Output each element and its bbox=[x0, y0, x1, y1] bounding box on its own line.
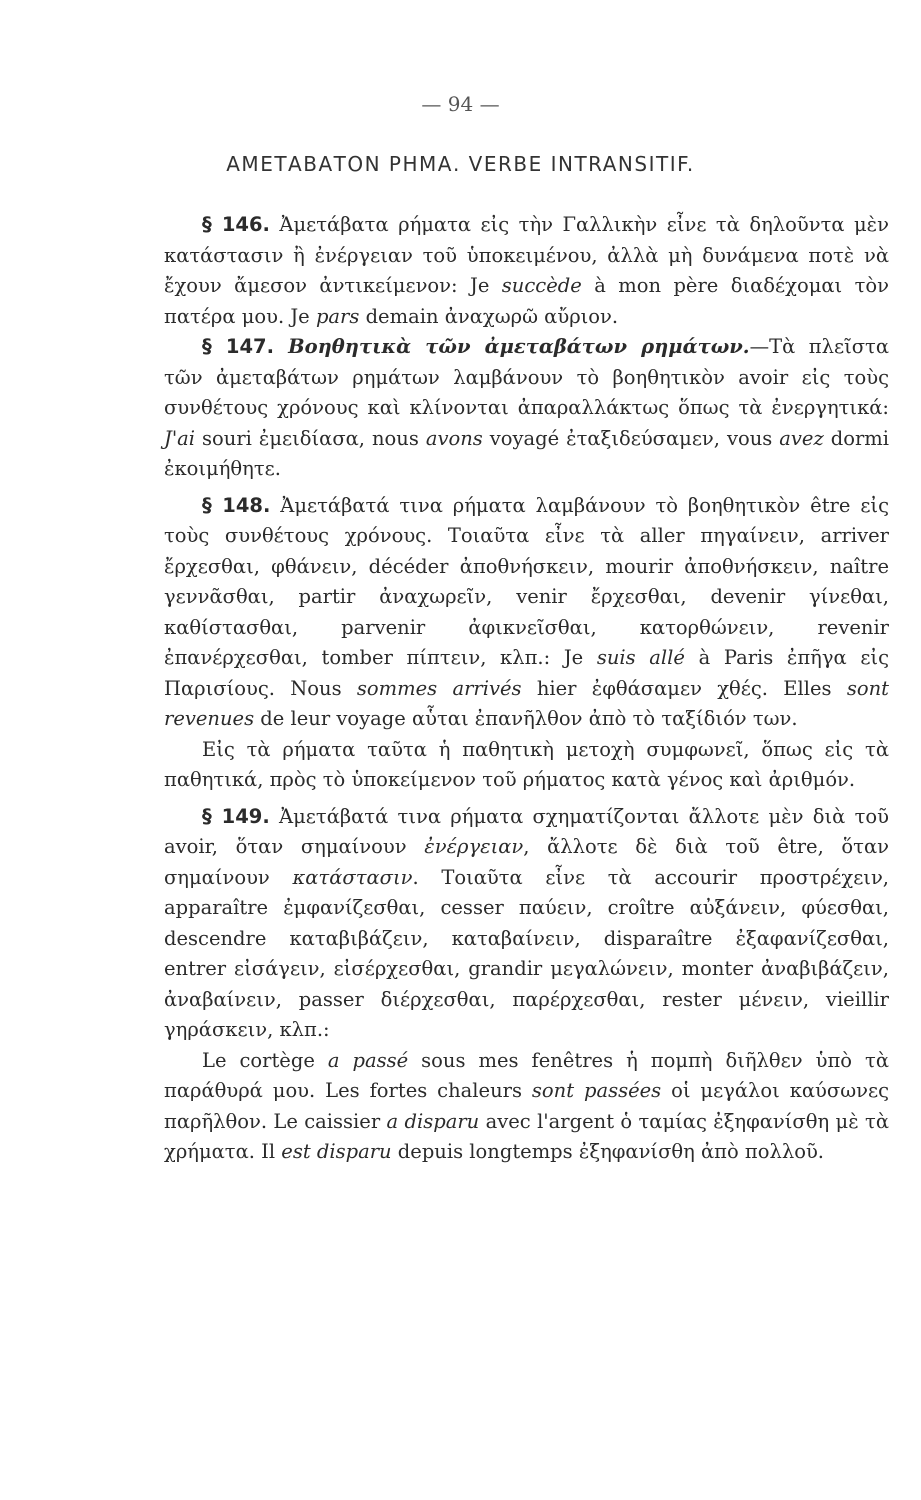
paragraph-146 bbox=[164, 210, 889, 332]
text-149-c: . Τοιαῦτα εἶνε τὰ accourir προστρέχειν, apparaître ἐμφανίζεσθαι, cesser παύειν, croître αὐξάνειν, φύεσθαι, descendre καταβιβάζειν, καταβαίνειν, disparaître ἐξαφανίζεσθαι, entrer εἰσάγειν, εἰσέρχεσθαι, grandir μεγαλώνειν, monter ἀναβιβάζειν, ἀναβαίνειν, passer διέρχεσθαι, παρέρχεσθαι, rester μένειν, vieillir γηράσκειν, κλπ.: bbox=[164, 865, 890, 1041]
page-number: — 94 — bbox=[421, 92, 500, 116]
text-146-b: à mon père διαδέχομαι τὸν πατέρα μου. Je bbox=[164, 274, 889, 328]
paragraph-149 bbox=[164, 802, 889, 1046]
text-146-a: Ἀμετάβατα ρήματα εἰς τὴν Γαλλικὴν εἶνε τὰ δηλοῦντα μὲν κατάστασιν ἢ ἐνέργειαν τοῦ ὑποκειμένου, ἀλλὰ μὴ δυνάμενα ποτὲ νὰ ἔχουν ἄμεσον ἀντικείμενον: Je bbox=[164, 213, 890, 297]
example-148-1: suis allé bbox=[596, 646, 685, 669]
text-148-a: Ἀμετάβατά τινα ρήματα λαμβάνουν τὸ βοηθητικὸν être εἰς τοὺς συνθέτους χρόνους. Τοιαῦτα εἶνε τὰ aller πηγαίνειν, arriver ἔρχεσθαι, φθάνειν, décéder ἀποθνήσκειν, mourir ἀποθνήσκειν, naître γεννᾶσθαι, partir ἀναχωρεῖν, venir ἔρχεσθαι, devenir γίνεθαι, καθίστασθαι, parvenir ἀφικνεῖσθαι, κατορθώνειν, revenir ἐπανέρχεσθαι, tomber πίπτειν, κλπ.: Je bbox=[164, 493, 889, 669]
text-147-c: voyagé ἐταξιδεύσαμεν, vous bbox=[482, 426, 780, 450]
text-148-b: à Paris ἐπῆγα εἰς Παρισίους. Nous bbox=[164, 646, 890, 700]
example-italic-4: est disparu bbox=[281, 1140, 392, 1163]
example-text-2: sous mes fenêtres ἡ πομπὴ διῆλθεν ὑπὸ τὰ παράθυρά μου. Les fortes chaleurs bbox=[164, 1048, 889, 1102]
text-146-c: demain ἀναχωρῶ αὔριον. bbox=[359, 304, 619, 328]
section-marker-146: § 146. bbox=[202, 213, 270, 236]
example-147-2: avons bbox=[425, 426, 483, 450]
example-148-3: sont revenues bbox=[164, 676, 889, 730]
text-149-a: Ἀμετάβατά τινα ρήματα σχηματίζονται ἄλλοτε μὲν διὰ τοῦ avoir, ὅταν σημαίνουν bbox=[164, 804, 889, 858]
example-149-1: ἐνέργειαν bbox=[424, 835, 524, 858]
paragraph-147 bbox=[164, 332, 889, 485]
example-text-1: Le cortège bbox=[202, 1048, 328, 1072]
section-marker-149: § 149. bbox=[202, 804, 270, 828]
example-text-3: οἱ μεγάλοι καύσωνες παρῆλθον. Le caissier bbox=[164, 1079, 889, 1133]
section-marker-148: § 148. bbox=[202, 493, 271, 517]
example-italic-3: a disparu bbox=[386, 1109, 480, 1133]
text-147-d: dormi ἐκοιμήθητε. bbox=[164, 426, 889, 480]
page-body bbox=[164, 210, 889, 1168]
example-text-4: avec l'argent ὁ ταμίας ἐξηφανίσθη μὲ τὰ χρήματα. Il bbox=[164, 1109, 889, 1163]
example-149-2: κατάστασιν bbox=[292, 865, 413, 889]
example-147-3: avez bbox=[779, 426, 824, 450]
text-148-c: hier ἐφθάσαμεν χθές. Elles bbox=[521, 676, 847, 700]
example-146-1: succède bbox=[501, 274, 582, 297]
text-147-a: —Τὰ πλεῖστα τῶν ἀμεταβάτων ρημάτων λαμβάνουν τὸ βοηθητικὸν avoir εἰς τοὺς συνθέτους χρόνους καὶ κλίνονται ἀπαραλλάκτως ὅπως τὰ ἐνεργητικά: bbox=[164, 335, 889, 419]
paragraph-149-examples bbox=[164, 1046, 889, 1168]
text-149-b: , ἄλλοτε δὲ διὰ τοῦ être, ὅταν σημαίνουν bbox=[164, 835, 889, 889]
example-italic-2: sont passées bbox=[531, 1079, 662, 1102]
section-marker-147: § 147. bbox=[202, 335, 274, 358]
text-148-d: de leur voyage αὗται ἐπανῆλθον ἀπὸ τὸ ταξίδιόν των. bbox=[254, 707, 798, 730]
example-italic-1: a passé bbox=[327, 1048, 409, 1072]
example-text-5: depuis longtemps ἐξηφανίσθη ἀπὸ πολλοῦ. bbox=[391, 1140, 825, 1163]
example-147-1: J'ai bbox=[164, 426, 196, 450]
paragraph-148-note: Εἰς τὰ ρήματα ταῦτα ἡ παθητικὴ μετοχὴ συμφωνεῖ, ὅπως εἰς τὰ παθητικά, πρὸς τὸ ὑποκείμενον τοῦ ρήματος κατὰ γένος καὶ ἀριθμόν. bbox=[164, 737, 889, 791]
paragraph-148 bbox=[164, 491, 889, 735]
example-146-2: pars bbox=[315, 304, 360, 328]
example-148-2: sommes arrivés bbox=[356, 676, 522, 700]
heading-147: Βοηθητικὰ τῶν ἀμεταβάτων ρημάτων. bbox=[273, 335, 750, 358]
section-title: ΑΜΕΤΑΒΑΤΟΝ ΡΗΜΑ. VERBE INTRANSITIF. bbox=[226, 152, 695, 176]
text-147-b: souri ἐμειδίασα, nous bbox=[195, 426, 426, 450]
